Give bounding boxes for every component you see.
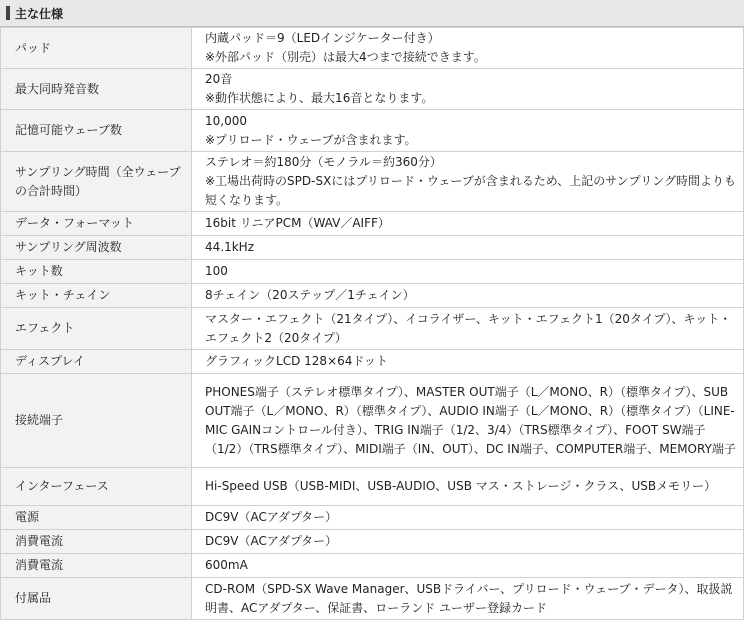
spec-label: 消費電流 [1, 530, 192, 554]
spec-value [192, 578, 744, 620]
spec-value [192, 28, 744, 69]
spec-row [1, 578, 744, 620]
spec-value-line: グラフィックLCD 128×64ドット [205, 354, 388, 368]
spec-row [1, 308, 744, 350]
spec-value-line: 20音 [205, 72, 233, 86]
spec-value [192, 554, 744, 578]
spec-value-line: ※工場出荷時のSPD-SXにはプリロード・ウェーブが含まれるため、上記のサンプリング時間よりも短くなります。 [205, 174, 736, 207]
spec-label: インターフェース [1, 468, 192, 506]
spec-value-line: CD-ROM（SPD-SX Wave Manager、USBドライバー、プリロード・ウェーブ・データ）、取扱説明書、ACアダプター、保証書、ローランド ユーザー登録カード [205, 581, 733, 615]
spec-row [1, 212, 744, 236]
spec-label: 記憶可能ウェーブ数 [1, 110, 192, 152]
spec-value-line: Hi-Speed USB（USB-MIDI、USB-AUDIO、USB マス・ストレージ・クラス、USBメモリー） [205, 479, 717, 493]
spec-value [192, 236, 744, 260]
spec-label: 最大同時発音数 [1, 69, 192, 110]
spec-value-line: 16bit リニアPCM（WAV／AIFF） [205, 216, 390, 230]
spec-label: パッド [1, 28, 192, 69]
spec-label: 接続端子 [1, 374, 192, 468]
spec-value-line: 10,000 [205, 113, 247, 128]
section-title: 主な仕様 [15, 6, 64, 21]
spec-value-line: ステレオ＝約180分（モノラル＝約360分） [205, 155, 442, 169]
spec-row [1, 69, 744, 110]
spec-row [1, 110, 744, 152]
spec-label: サンプリング時間（全ウェーブの合計時間） [1, 152, 192, 212]
spec-row [1, 260, 744, 284]
spec-value-line: 600mA [205, 558, 248, 572]
spec-row [1, 468, 744, 506]
spec-label: キット・チェイン [1, 284, 192, 308]
spec-row [1, 530, 744, 554]
spec-row [1, 374, 744, 468]
spec-value [192, 69, 744, 110]
spec-value-line: ※プリロード・ウェーブが含まれます。 [205, 132, 417, 147]
spec-label: エフェクト [1, 308, 192, 350]
spec-label: キット数 [1, 260, 192, 284]
section-marker-bar [6, 6, 10, 20]
spec-row [1, 28, 744, 69]
spec-label: データ・フォーマット [1, 212, 192, 236]
spec-value [192, 350, 744, 374]
spec-value-line: 8チェイン（20ステップ／1チェイン） [205, 288, 415, 302]
spec-value [192, 308, 744, 350]
spec-table-body [1, 28, 744, 620]
spec-value-line: DC9V（ACアダプター） [205, 534, 338, 548]
spec-value-line: マスター・エフェクト（21タイプ）、イコライザー、キット・エフェクト1（20タイプ）、キット・エフェクト2（20タイプ） [205, 311, 732, 345]
spec-row [1, 236, 744, 260]
section-header [0, 0, 744, 27]
spec-label: 電源 [1, 506, 192, 530]
spec-value [192, 260, 744, 284]
spec-value [192, 374, 744, 468]
spec-value [192, 152, 744, 212]
spec-row [1, 152, 744, 212]
spec-row [1, 506, 744, 530]
spec-value [192, 506, 744, 530]
spec-value-line: PHONES端子（ステレオ標準タイプ）、MASTER OUT端子（L／MONO、R）（標準タイプ）、SUB OUT端子（L／MONO、R）（標準タイプ）、AUDIO IN端子（L／MONO、R）（標準タイプ）（LINE-MIC GAINコントロール付き）、TRIG IN端子（1/2、3/4）（TRS標準タイプ）、FOOT SW端子（1/2）（TRS標準タイプ）、MIDI端子（IN、OUT）、DC IN端子、COMPUTER端子、MEMORY端子 [205, 384, 736, 456]
spec-label: 付属品 [1, 578, 192, 620]
spec-value-line: 内蔵パッド＝9（LEDインジケーター付き） [205, 31, 440, 45]
spec-row [1, 554, 744, 578]
spec-label: ディスプレイ [1, 350, 192, 374]
spec-value-line: DC9V（ACアダプター） [205, 510, 338, 524]
spec-value-line: ※外部パッド（別売）は最大4つまで接続できます。 [205, 50, 486, 64]
spec-label: サンプリング周波数 [1, 236, 192, 260]
spec-row [1, 284, 744, 308]
spec-value [192, 110, 744, 152]
spec-row [1, 350, 744, 374]
spec-value-line: 100 [205, 264, 228, 278]
spec-value [192, 212, 744, 236]
spec-value-line: ※動作状態により、最大16音となります。 [205, 91, 434, 105]
spec-value-line: 44.1kHz [205, 240, 254, 254]
spec-value [192, 284, 744, 308]
spec-value [192, 468, 744, 506]
spec-label: 消費電流 [1, 554, 192, 578]
spec-table [0, 27, 744, 620]
spec-value [192, 530, 744, 554]
